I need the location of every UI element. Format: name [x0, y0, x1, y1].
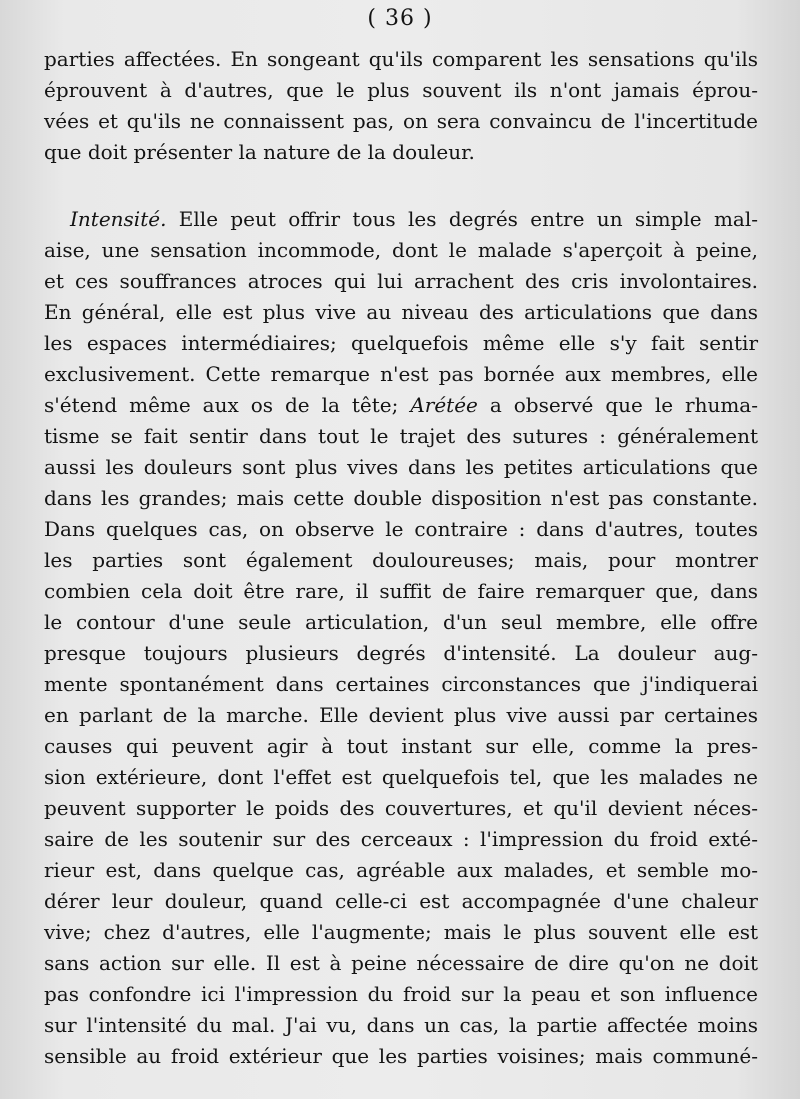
text-line: les espaces intermédiaires; quelquefois même elle s'y fait sentir	[44, 331, 758, 355]
text-line: sans action sur elle. Il est à peine nécessaire de dire qu'on ne doit	[44, 951, 758, 975]
page-number: ( 36 )	[367, 6, 433, 31]
text-line-aretee	[44, 390, 758, 421]
text-line: saire de les soutenir sur des cerceaux : l'impression du froid exté-	[44, 827, 758, 851]
section-heading-intensite: Intensité.	[70, 207, 167, 231]
text-line: causes qui peuvent agir à tout instant sur elle, comme la pres-	[44, 734, 758, 758]
text-line: sion extérieure, dont l'effet est quelquefois tel, que les malades ne	[44, 765, 758, 789]
text-line: mente spontanément dans certaines circonstances que j'indiquerai	[44, 672, 758, 696]
text-line: aussi les douleurs sont plus vives dans les petites articulations que	[44, 455, 758, 479]
text-line: et ces souffrances atroces qui lui arrachent des cris involontaires.	[44, 269, 758, 293]
text-line: pas confondre ici l'impression du froid sur la peau et son influence	[44, 982, 758, 1006]
text-line: aise, une sensation incommode, dont le malade s'aperçoit à peine,	[44, 238, 758, 262]
text-line: vées et qu'ils ne connaissent pas, on sera convaincu de l'incertitude	[44, 109, 758, 133]
text-line: Dans quelques cas, on observe le contraire : dans d'autres, toutes	[44, 517, 758, 541]
text-line: presque toujours plusieurs degrés d'intensité. La douleur aug-	[44, 641, 758, 665]
text-line: tisme se fait sentir dans tout le trajet des sutures : généralement	[44, 424, 758, 448]
text-line: parties affectées. En songeant qu'ils comparent les sensations qu'ils	[44, 47, 758, 71]
text-fragment: a observé que le rhuma-	[477, 393, 758, 417]
text-line: combien cela doit être rare, il suffit de faire remarquer que, dans	[44, 579, 758, 603]
text-fragment: s'étend même aux os de la tête;	[44, 393, 411, 417]
text-line: éprouvent à d'autres, que le plus souvent ils n'ont jamais éprou-	[44, 78, 758, 102]
text-line: en parlant de la marche. Elle devient plus vive aussi par certaines	[44, 703, 758, 727]
text-line: sur l'intensité du mal. J'ai vu, dans un cas, la partie affectée moins	[44, 1013, 758, 1037]
text-line: exclusivement. Cette remarque n'est pas bornée aux membres, elle	[44, 362, 758, 386]
text-line: le contour d'une seule articulation, d'un seul membre, elle offre	[44, 610, 758, 634]
text-line: sensible au froid extérieur que les parties voisines; mais communé-	[44, 1044, 758, 1068]
text-line: peuvent supporter le poids des couvertures, et qu'il devient néces-	[44, 796, 758, 820]
text-line-first	[44, 204, 758, 235]
text-line: vive; chez d'autres, elle l'augmente; mais le plus souvent elle est	[44, 920, 758, 944]
text-line: dérer leur douleur, quand celle-ci est accompagnée d'une chaleur	[44, 889, 758, 913]
text-line: que doit présenter la nature de la douleur.	[44, 140, 475, 164]
paragraph-2	[44, 204, 758, 1072]
text-line: dans les grandes; mais cette double disposition n'est pas constante.	[44, 486, 758, 510]
text-fragment: Elle peut offrir tous les degrés entre un simple mal-	[178, 207, 758, 231]
text-line: les parties sont également douloureuses; mais, pour montrer	[44, 548, 758, 572]
text-line: rieur est, dans quelque cas, agréable aux malades, et semble mo-	[44, 858, 758, 882]
text-line: En général, elle est plus vive au niveau des articulations que dans	[44, 300, 758, 324]
author-name-aretee: Arétée	[410, 393, 478, 417]
paragraph-1	[44, 44, 758, 168]
